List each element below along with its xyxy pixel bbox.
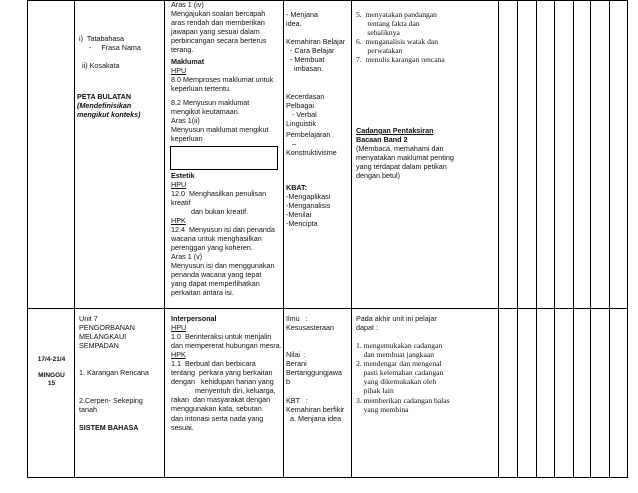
maklumat-hpu: HPU (171, 66, 187, 75)
estetik-12-4: 12.4 Menyusun isi dan penanda wacana untuk menghasilkan perenggan yang koheren. (171, 225, 275, 253)
interpersonal-1-0: 1.0 Berinteraksi untuk menjalin dan mempererat hubungan mesra. (171, 332, 282, 351)
sistem-bahasa: SISTEM BAHASA (79, 423, 139, 432)
cadangan-sub: Bacaan Band 2 (356, 135, 408, 144)
row-divider (27, 308, 627, 309)
menjana-idea: - Menjana idea. (286, 10, 318, 29)
ilmu-kesusasteraan: Ilmu : Kesusasteraan (286, 314, 334, 333)
unit-title: Unit 7 PENGORBANAN MELANGKAUI SEMPADAN (79, 314, 135, 351)
estetik-hpu: HPU (171, 180, 187, 189)
interpersonal-hpk: HPK (171, 350, 186, 359)
col-divider-10 (590, 0, 591, 478)
kbat-title: KBAT: (286, 183, 308, 192)
col-divider-4 (351, 0, 352, 478)
table-top-border (27, 0, 627, 1)
row1-item-kosakata: ii) Kosakata (82, 61, 120, 70)
estetik-hpk: HPK (171, 216, 186, 225)
estetik-aras-v-text: Menyusun isi dan menggunakan penanda wacana yang tepat yang dapat memperlihatkan perkaitan antara isi. (171, 261, 275, 298)
estetik-12-0: 12.0 Menghasilkan penulisan kreatif dan bukan kreatif. (171, 189, 267, 217)
maklumat-8-2: 8.2 Menyusun maklumat mengikut keutamaan. (171, 98, 250, 117)
maklumat-title: Maklumat (171, 57, 205, 66)
kbat-items: -Mengaplikasi -Menganalisis -Menilai -Mencipta (286, 192, 331, 229)
col-divider-1 (74, 0, 75, 478)
maklumat-8-0: 8.0 Memproses maklumat untuk keperluan tertentu. (171, 75, 274, 94)
nilai: Nilai : Berani Bertanggungjawa b (286, 350, 342, 387)
interpersonal-1-1: 1.1 Berbual dan berbicara tentang perkara yang berkaitan dengan kehidupan harian yang menyentuh diri, keluarga, rakan dan masyarakat dengan menggunakan kata, sebutan dan intonasi serta nada yang sesuai. (171, 359, 276, 432)
cerpen-sekeping-tanah: 2.Cerpen- Sekeping tanah (79, 396, 143, 415)
col-divider-2 (164, 0, 165, 478)
peta-bulatan-sub-1: (Mendefinisikan (77, 101, 132, 110)
cadangan-title: Cadangan Pentaksiran (356, 126, 434, 135)
col-divider-3 (283, 0, 284, 478)
karangan-rencana: 1. Karangan Rencana (79, 368, 149, 377)
maklumat-aras-ii: Aras 1(ii) (171, 116, 200, 125)
interpersonal-hpu: HPU (171, 323, 187, 332)
activities-intro: Pada akhir unit ini pelajar dapat : (356, 314, 437, 333)
activity-list-5-7: 5. menyatakan pandangan tentang fakta dan sebaliknya 6. menganalisis watak dan perwatakan 7. menulis karangan rencana (356, 10, 445, 65)
estetik-title: Estetik (171, 171, 195, 180)
col-divider-9 (573, 0, 574, 478)
col-divider-8 (554, 0, 555, 478)
kemahiran-belajar: Kemahiran Belajar - Cara Belajar - Membuat imbasan. (286, 37, 346, 74)
week-date: 17/4-21/4 (37, 356, 66, 363)
estetik-aras-v: Aras 1 (v) (171, 252, 203, 261)
col-divider-5 (498, 0, 499, 478)
col-divider-0 (27, 0, 28, 478)
interpersonal-title: Interpersonal (171, 314, 217, 323)
aras-iv-text: Mengajukan soalan bercapah aras rendah dan memberikan jawapan yang sesuai dalam perbincangan secara berterus terang. (171, 9, 267, 55)
table-bottom-border (27, 477, 627, 478)
kecerdasan-pelbagai: Kecerdasan Pelbagai - Verbal Linguistik (286, 92, 325, 129)
aras-iv-label: Aras 1 (iv) (171, 0, 204, 9)
maklumat-aras-ii-text: Menyusun maklumat mengikut keperluan (171, 125, 269, 144)
row1-item-tatabahasa: i) Tatabahasa (79, 34, 125, 43)
row1-item-frasa-nama: - Frasa Nama (89, 43, 141, 52)
placeholder-box (170, 146, 278, 170)
peta-bulatan-title: PETA BULATAN (77, 92, 132, 101)
pembelajaran: Pembelajaran – Konstruktivisme (286, 130, 337, 158)
activity-list-1-3: 1. mengemukakan cadangan dan membuat jangkaan 2. mendengar dan mengenal pasti kelemahan cadangan yang dikemukakan oleh pihak lain 3. memberikan cadangan balas yang membina (356, 341, 450, 414)
col-divider-11 (609, 0, 610, 478)
col-divider-12 (627, 0, 628, 478)
cadangan-text: (Membaca, memahami dan menyatakan maklumat penting yang terdapat dalam petikan dengan betul) (356, 144, 454, 181)
col-divider-6 (517, 0, 518, 478)
col-divider-7 (536, 0, 537, 478)
week-label: MINGGU (38, 372, 65, 379)
kbt-kemahiran-berfikir: KBT : Kemahiran berfikir a. Menjana idea (286, 396, 345, 424)
week-number: 15 (47, 380, 56, 387)
peta-bulatan-sub-2: mengikut konteks) (77, 110, 141, 119)
